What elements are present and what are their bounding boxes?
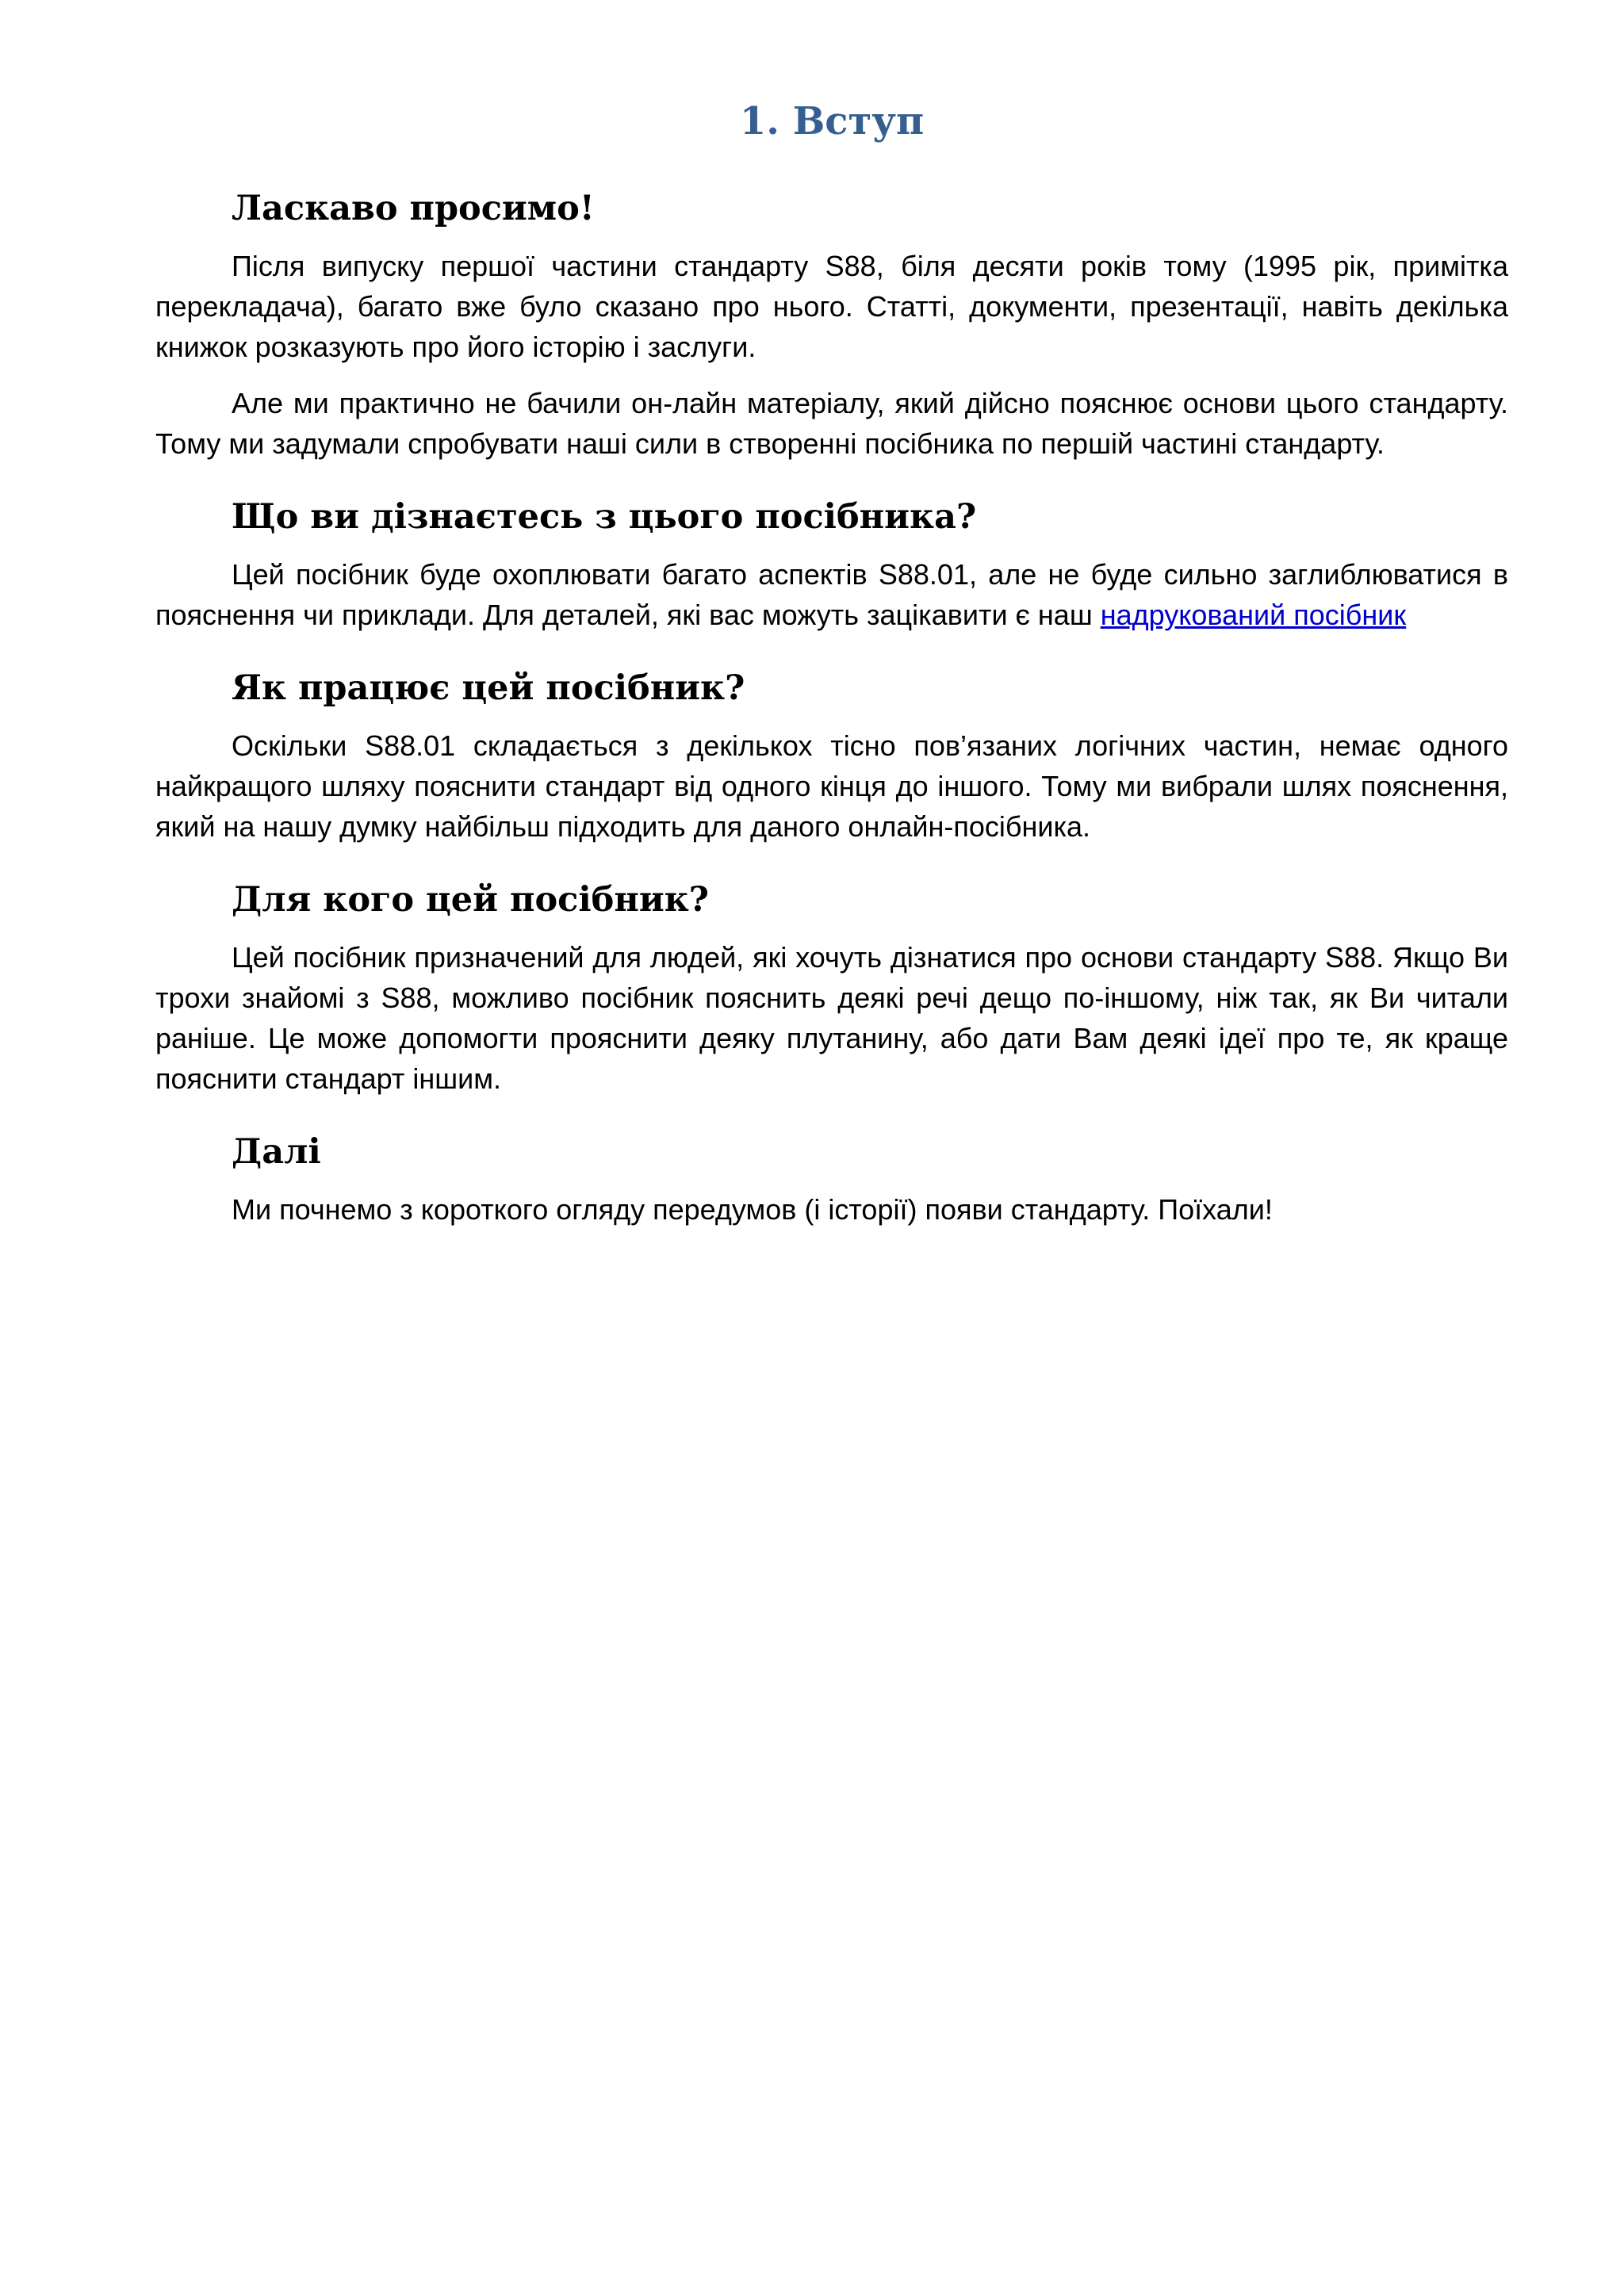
section-what-you-learn: [155, 492, 1508, 635]
page-title: 1. Вступ: [739, 99, 925, 144]
section-heading-how-it-works: Як працює цей посібник?: [232, 668, 745, 708]
what-you-learn-text: Цей посібник буде охоплювати багато аспектів S88.01, але не буде сильно заглиблюватися в пояснення чи приклади. Для деталей, які вас можуть зацікавити є наш: [155, 558, 1508, 631]
next-paragraph: Ми почнемо з короткого огляду передумов (і історії) появи стандарту. Поїхали!: [232, 1193, 1273, 1226]
section-heading-what-you-learn: Що ви дізнаєтесь з цього посібника?: [232, 497, 977, 537]
section-audience: [155, 875, 1508, 1099]
welcome-paragraph-2: Але ми практично не бачили он-лайн матеріалу, який дійсно пояснює основи цього стандарту. Тому ми задумали спробувати наші сили в створенні посібника по першій частині стандарту.: [155, 387, 1508, 460]
what-you-learn-paragraph: [155, 554, 1508, 635]
section-heading-audience: Для кого цей посібник?: [232, 880, 709, 920]
document-content: [155, 94, 1508, 1246]
section-welcome: [155, 184, 1508, 464]
section-next: [155, 1127, 1508, 1230]
audience-paragraph: Цей посібник призначений для людей, які хочуть дізнатися про основи стандарту S88. Якщо Ви трохи знайомі з S88, можливо посібник пояснить деякі речі дещо по-іншому, ніж так, як Ви читали раніше. Це може допомогти прояснити деяку плутанину, або дати Вам деякі ідеї про те, як краще пояснити стандарт іншим.: [155, 941, 1508, 1095]
section-heading-welcome: Ласкаво просимо!: [232, 189, 595, 228]
section-how-it-works: [155, 664, 1508, 847]
section-heading-next: Далі: [232, 1132, 321, 1172]
printed-guide-link[interactable]: надрукований посібник: [1100, 599, 1407, 631]
how-it-works-paragraph: Оскільки S88.01 складається з декількох тісно пов’язаних логічних частин, немає одного найкращого шляху пояснити стандарт від одного кінця до іншого. Тому ми вибрали шлях пояснення, який на нашу думку найбільш підходить для даного онлайн-посібника.: [155, 729, 1508, 843]
welcome-paragraph-1: Після випуску першої частини стандарту S88, біля десяти років тому (1995 рік, примітка перекладача), багато вже було сказано про нього. Статті, документи, презентації, навіть декілька книжок розказують про його історію і заслуги.: [155, 250, 1508, 363]
